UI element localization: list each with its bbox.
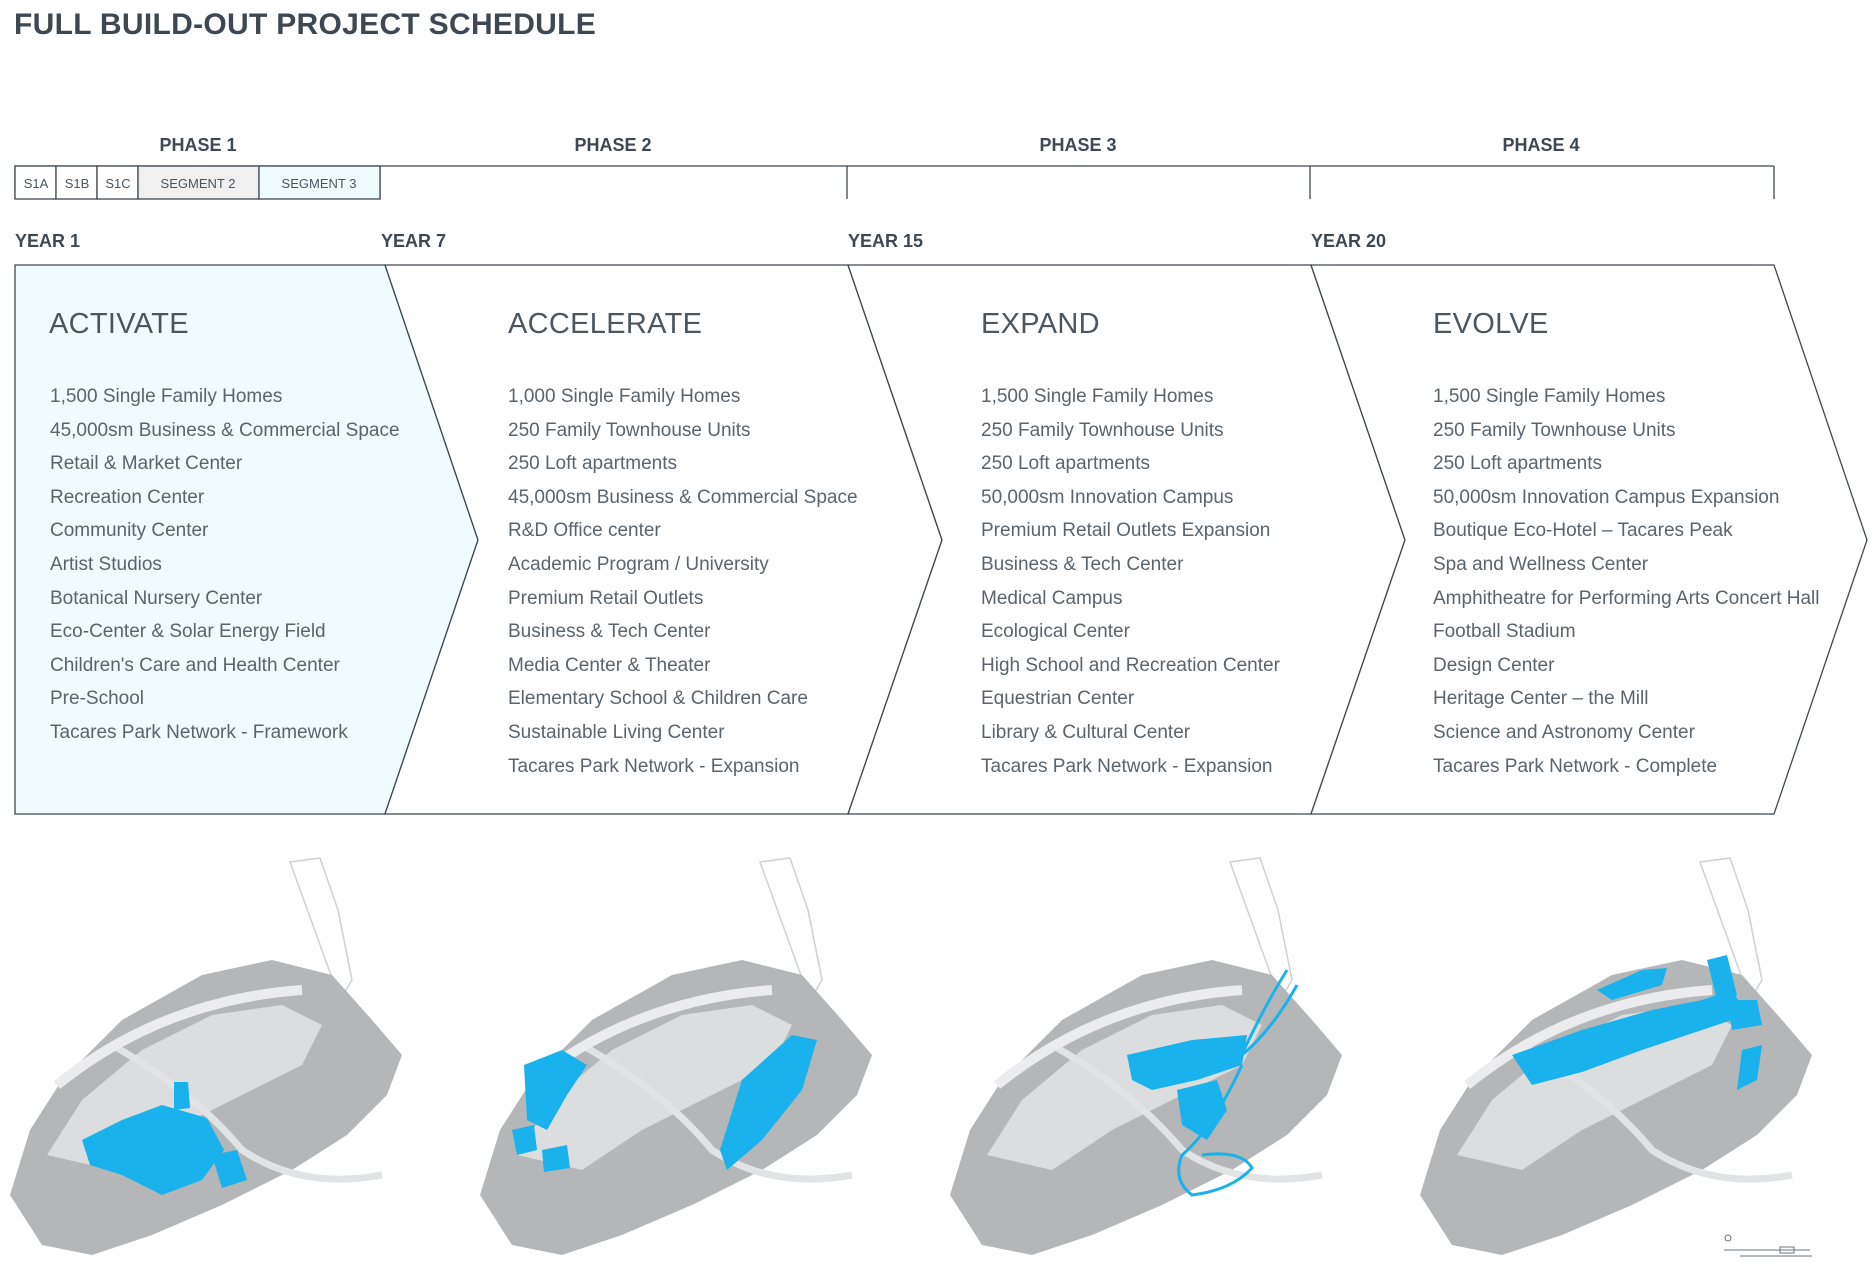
list-item: Equestrian Center: [981, 688, 1135, 710]
site-map-activate: [2, 850, 422, 1270]
list-item: High School and Recreation Center: [981, 654, 1280, 676]
list-item: Tacares Park Network - Complete: [1433, 755, 1718, 777]
list-item: Business & Tech Center: [508, 621, 711, 643]
list-item: Medical Campus: [981, 587, 1123, 609]
segment-label-3: SEGMENT 3: [281, 176, 357, 191]
year-7-label: YEAR 7: [381, 231, 447, 251]
list-item: 50,000sm Innovation Campus Expansion: [1433, 486, 1780, 508]
phase-3-label: PHASE 3: [1039, 135, 1117, 155]
phase-2-label: PHASE 2: [574, 135, 652, 155]
list-item: Design Center: [1433, 654, 1555, 676]
scale-bar-icon: [1720, 1232, 1820, 1262]
list-item: R&D Office center: [508, 520, 661, 542]
list-item: Academic Program / University: [508, 553, 769, 575]
list-item: Tacares Park Network - Framework: [50, 721, 348, 743]
segment-label-2: SEGMENT 2: [160, 176, 236, 191]
year-15-label: YEAR 15: [848, 231, 924, 251]
list-item: Recreation Center: [50, 486, 205, 508]
stage-items-activate: [50, 380, 400, 750]
year-20-label: YEAR 20: [1311, 231, 1387, 251]
stage-title-evolve: EVOLVE: [1433, 308, 1549, 340]
stage-items-accelerate: [508, 380, 858, 783]
list-item: Community Center: [50, 520, 209, 542]
list-item: 1,000 Single Family Homes: [508, 386, 741, 407]
segment-label-s1c: S1C: [105, 176, 131, 191]
list-item: 50,000sm Innovation Campus: [981, 486, 1234, 508]
list-item: 1,500 Single Family Homes: [1433, 386, 1666, 407]
list-item: Pre-School: [50, 688, 144, 710]
list-item: Business & Tech Center: [981, 553, 1184, 575]
list-item: Artist Studios: [50, 553, 162, 575]
list-item: 45,000sm Business & Commercial Space: [50, 419, 400, 441]
list-item: 250 Loft apartments: [1433, 453, 1602, 475]
list-item: Heritage Center – the Mill: [1433, 688, 1649, 710]
segment-label-s1a: S1A: [23, 176, 49, 191]
list-item: Spa and Wellness Center: [1433, 553, 1649, 575]
stage-title-accelerate: ACCELERATE: [508, 308, 703, 340]
list-item: 250 Loft apartments: [508, 453, 677, 475]
site-map-expand: [942, 850, 1362, 1270]
list-item: Ecological Center: [981, 621, 1130, 643]
list-item: Botanical Nursery Center: [50, 587, 263, 609]
stage-title-activate: ACTIVATE: [49, 308, 189, 340]
phase-4-label: PHASE 4: [1502, 135, 1580, 155]
list-item: Football Stadium: [1433, 621, 1576, 643]
list-item: Retail & Market Center: [50, 453, 243, 475]
list-item: Eco-Center & Solar Energy Field: [50, 621, 326, 643]
site-map-accelerate: [472, 850, 892, 1270]
list-item: Media Center & Theater: [508, 654, 711, 676]
list-item: Elementary School & Children Care: [508, 688, 808, 710]
segment-label-s1b: S1B: [64, 176, 90, 191]
list-item: Library & Cultural Center: [981, 721, 1191, 743]
list-item: Tacares Park Network - Expansion: [981, 755, 1273, 777]
list-item: 250 Loft apartments: [981, 453, 1150, 475]
list-item: Children's Care and Health Center: [50, 654, 340, 676]
page-title: FULL BUILD-OUT PROJECT SCHEDULE: [14, 8, 597, 41]
list-item: 1,500 Single Family Homes: [981, 386, 1214, 407]
list-item: 250 Family Townhouse Units: [981, 419, 1224, 441]
list-item: Science and Astronomy Center: [1433, 721, 1695, 743]
site-map-evolve: [1412, 850, 1832, 1270]
list-item: 45,000sm Business & Commercial Space: [508, 486, 858, 508]
list-item: Amphitheatre for Performing Arts Concert Hall: [1433, 587, 1820, 609]
stage-items-evolve: [1433, 380, 1820, 783]
phase-1-label: PHASE 1: [159, 135, 237, 155]
list-item: 1,500 Single Family Homes: [50, 386, 283, 407]
list-item: Boutique Eco-Hotel – Tacares Peak: [1433, 520, 1733, 542]
list-item: Premium Retail Outlets Expansion: [981, 520, 1271, 542]
stage-title-expand: EXPAND: [981, 308, 1100, 340]
stage-items-expand: [981, 380, 1280, 783]
year-1-label: YEAR 1: [15, 231, 81, 251]
list-item: Tacares Park Network - Expansion: [508, 755, 800, 777]
list-item: Sustainable Living Center: [508, 721, 725, 743]
list-item: Premium Retail Outlets: [508, 587, 704, 609]
list-item: 250 Family Townhouse Units: [1433, 419, 1676, 441]
list-item: 250 Family Townhouse Units: [508, 419, 751, 441]
